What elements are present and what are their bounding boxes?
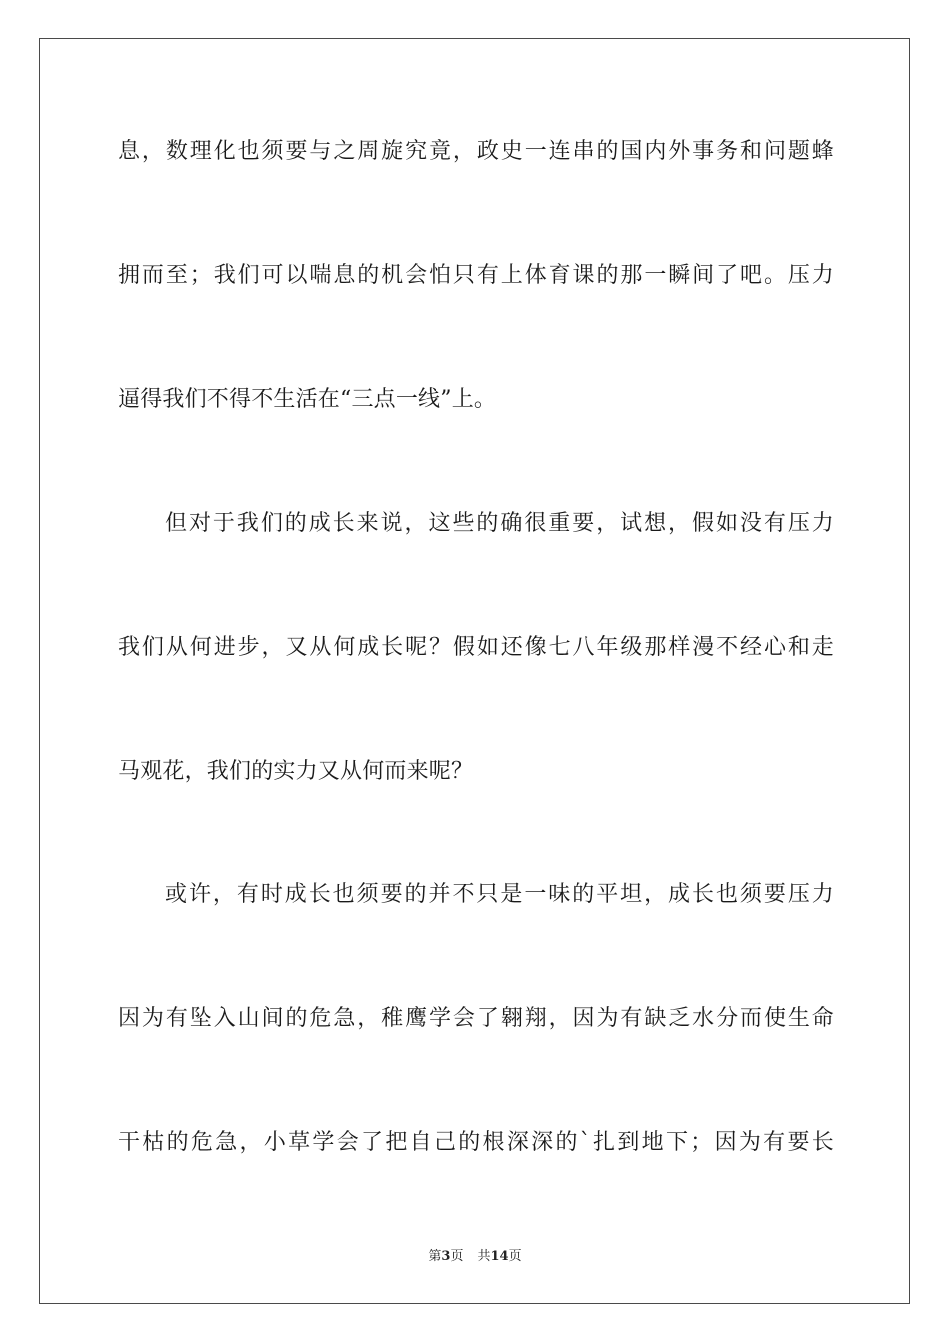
- page-suffix: 页: [450, 1249, 464, 1264]
- paragraph-first-line: 但对于我们的成长来说，这些的确很重要，试想，假如没有压力: [165, 511, 834, 536]
- text-line: 息，数理化也须要与之周旋究竟，政史一连串的国内外事务和问题蜂: [118, 139, 834, 164]
- text-line: 马观花，我们的实力又从何而来呢？: [118, 759, 474, 784]
- text-line: 我们从何进步，又从何成长呢？假如还像七八年级那样漫不经心和走: [118, 635, 834, 660]
- paragraph-first-line: 或许，有时成长也须要的并不只是一味的平坦，成长也须要压力: [165, 882, 834, 907]
- text-line: 干枯的危急，小草学会了把自己的根深深的`扎到地下；因为有要长: [118, 1130, 834, 1155]
- text-line: 因为有坠入山间的危急，稚鹰学会了翱翔，因为有缺乏水分而使生命: [118, 1006, 834, 1031]
- total-prefix: 共: [477, 1249, 491, 1264]
- page-number: 3: [441, 1249, 451, 1264]
- text-line: 拥而至；我们可以喘息的机会怕只有上体育课的那一瞬间了吧。压力: [118, 263, 834, 288]
- total-pages: 14: [490, 1249, 509, 1264]
- total-suffix: 页: [508, 1249, 522, 1264]
- text-line: 逼得我们不得不生活在“三点一线”上。: [118, 387, 497, 412]
- page-border: [39, 38, 910, 1304]
- page-prefix: 第: [428, 1249, 442, 1264]
- page-footer: [0, 1248, 950, 1266]
